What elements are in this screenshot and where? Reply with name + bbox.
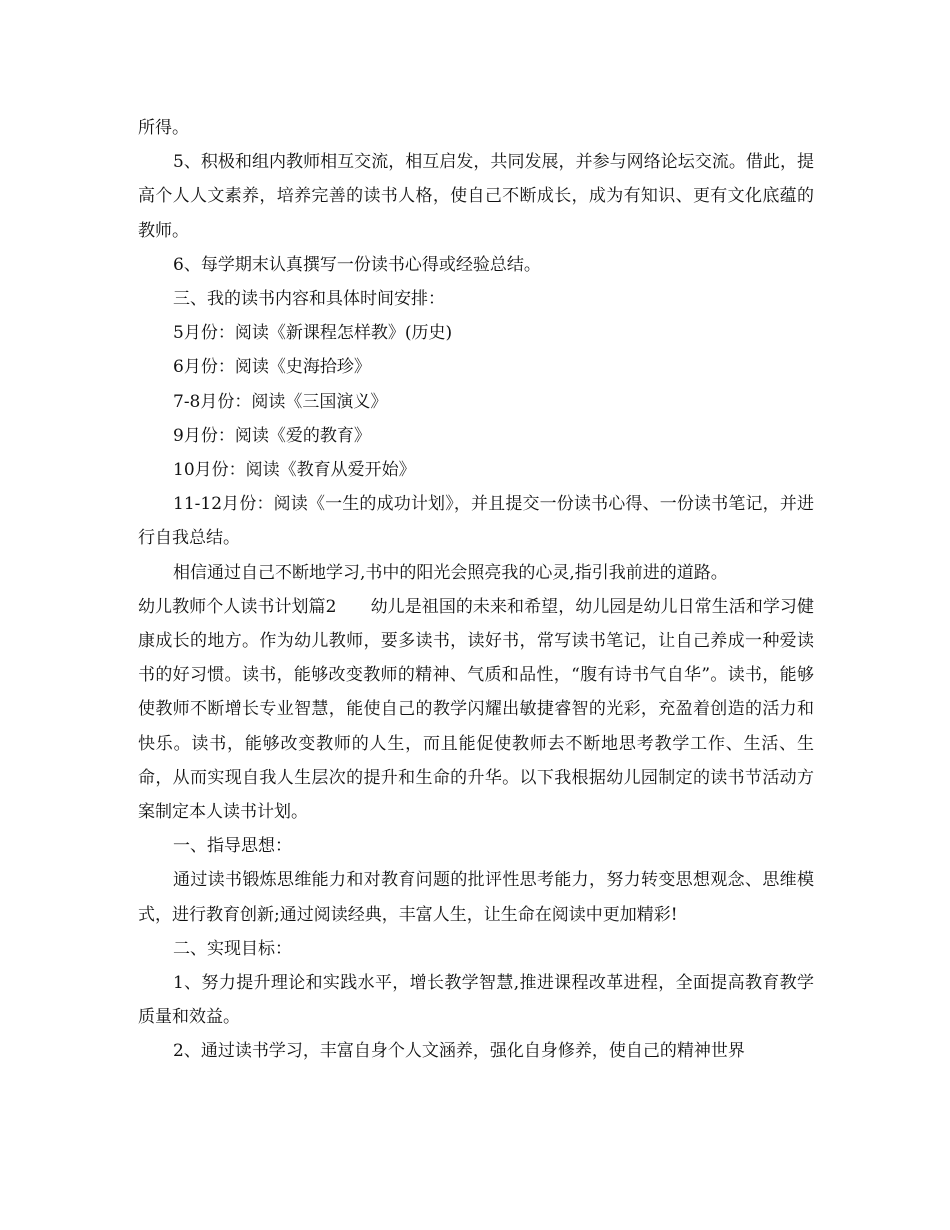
section-heading: 一、指导思想：	[173, 836, 292, 857]
schedule-item: 11-12月份：阅读《一生的成功计划》，并且提交一份读书心得、一份读书笔记，并进行自我总结。	[138, 494, 814, 549]
article-title-paragraph: 幼儿教师个人读书计划篇2 幼儿是祖国的未来和希望，幼儿园是幼儿日常生活和学习健康成长的地方。作为幼儿教师，要多读书，读好书，常写读书笔记，让自己养成一种爱读书的好习惯。读书，能够改变教师的精神、气质和品性，“腹有诗书气自华”。读书，能够使教师不断增长专业智慧，能使自己的教学闪耀出敏捷睿智的光彩，充盈着创造的活力和快乐。读书，能够改变教师的人生，而且能促使教师去不断地思考教学工作、生活、生命，从而实现自我人生层次的提升和生命的升华。以下我根据幼儿园制定的读书节活动方案制定本人读书计划。	[138, 596, 814, 823]
paragraph: 6、每学期末认真撰写一份读书心得或经验总结。	[173, 254, 541, 275]
paragraph: 2、通过读书学习，丰富自身个人文涵养，强化自身修养，使自己的精神世界	[173, 1041, 745, 1062]
paragraph: 所得。	[138, 118, 189, 138]
section-heading: 三、我的读书内容和具体时间安排：	[173, 289, 445, 310]
schedule-item: 5月份：阅读《新课程怎样教》(历史)	[173, 323, 453, 344]
paragraph: 相信通过自己不断地学习,书中的阳光会照亮我的心灵,指引我前进的道路。	[173, 562, 728, 583]
section-heading: 二、实现目标：	[173, 938, 292, 959]
paragraph: 1、努力提升理论和实践水平，增长教学智慧,推进课程改革进程，全面提高教育教学质量和效益。	[138, 973, 814, 1028]
schedule-item: 7-8月份：阅读《三国演义》	[173, 391, 388, 412]
document-body	[138, 111, 814, 1069]
paragraph: 通过读书锻炼思维能力和对教育问题的批评性思考能力，努力转变思想观念、思维模式，进行教育创新;通过阅读经典，丰富人生，让生命在阅读中更加精彩!	[138, 870, 814, 925]
schedule-item: 10月份：阅读《教育从爱开始》	[173, 460, 416, 481]
schedule-item: 9月份：阅读《爱的教育》	[173, 425, 371, 446]
paragraph: 5、积极和组内教师相互交流，相互启发，共同发展，并参与网络论坛交流。借此，提高个人人文素养，培养完善的读书人格，使自己不断成长，成为有知识、更有文化底蕴的教师。	[138, 152, 814, 241]
schedule-item: 6月份：阅读《史海拾珍》	[173, 357, 371, 378]
